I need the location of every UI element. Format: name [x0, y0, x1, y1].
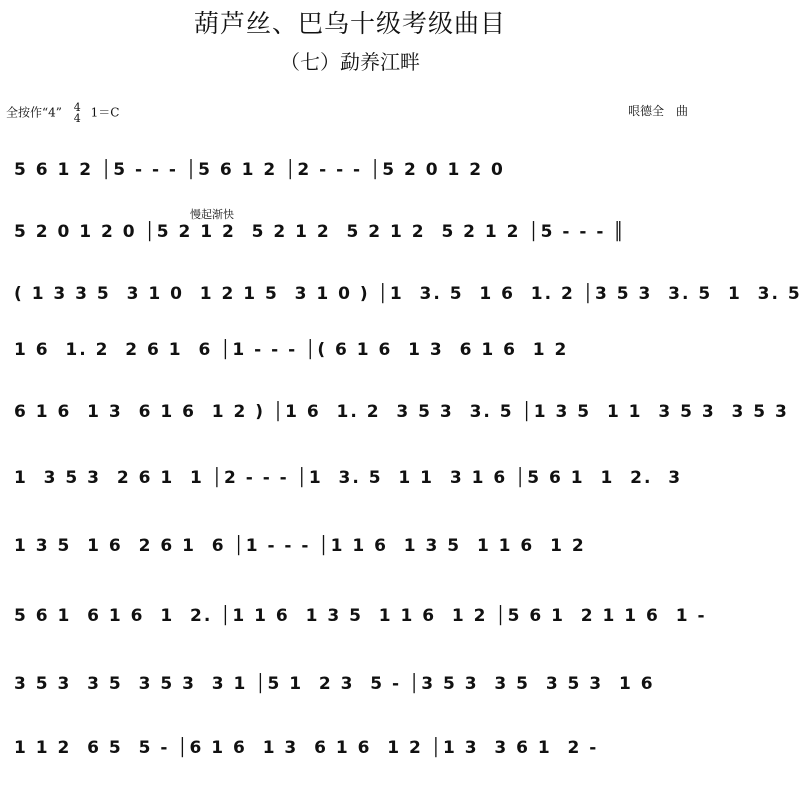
notation-line: 5 6 1 2 │5 - - - │5 6 1 2 │2 - - - │5 2 0 1 2 0: [14, 160, 505, 180]
key-signature: 1＝C: [90, 105, 120, 120]
tempo-annotation: 慢起渐快: [190, 208, 234, 221]
notation-line: 5 2 0 1 2 0 │5 2 1 2 5 2 1 2 5 2 1 2 5 2 1 2 │5 - - - ║: [14, 222, 626, 242]
fingering-note: 全按作“4”: [6, 105, 62, 120]
staff-line-3: [0, 274, 802, 334]
staff-line-1: [0, 150, 700, 210]
performance-info: [6, 102, 119, 124]
notation-line: 6 1 6 1 3 6 1 6 1 2 ) │1 6 1. 2 3 5 3 3. 5 │1 3 5 1 1 3 5 3 3 5 3: [14, 402, 789, 422]
time-signature: [74, 102, 81, 124]
time-numerator: 4: [73, 101, 81, 114]
notation-line: 3 5 3 3 5 3 5 3 3 1 │5 1 2 3 5 - │3 5 3 3 5 3 5 3 1 6: [14, 674, 655, 694]
staff-line-2: [0, 208, 700, 272]
staff-line-8: [0, 596, 707, 656]
notation-line: 1 3 5 1 6 2 6 1 6 │1 - - - │1 1 6 1 3 5 1 1 6 1 2: [14, 536, 586, 556]
notation-line: 1 1 2 6 5 5 - │6 1 6 1 3 6 1 6 1 2 │1 3 3 6 1 2 -: [14, 738, 599, 758]
staff-line-6: [0, 458, 700, 518]
staff-line-10: [0, 728, 700, 788]
notation-line: ( 1 3 3 5 3 1 0 1 2 1 5 3 1 0 ) │1 3. 5 1 6 1. 2 │3 5 3 3. 5 1 3. 5: [14, 284, 802, 304]
notation-line: 5 6 1 6 1 6 1 2. │1 1 6 1 3 5 1 1 6 1 2 │5 6 1 2 1 1 6 1 -: [14, 606, 707, 626]
composer-credit: 哏德全 曲: [627, 104, 688, 118]
page-title: 葫芦丝、巴乌十级考级曲目: [193, 9, 506, 38]
staff-line-7: [0, 526, 700, 586]
notation-line: 1 6 1. 2 2 6 1 6 │1 - - - │( 6 1 6 1 3 6 1 6 1 2: [14, 340, 569, 360]
staff-line-4: [0, 330, 700, 390]
staff-line-5: [0, 392, 789, 452]
time-denominator: 4: [73, 112, 81, 125]
staff-line-9: [0, 664, 700, 724]
piece-title: （七）勐养江畔: [280, 50, 420, 74]
notation-line: 1 3 5 3 2 6 1 1 │2 - - - │1 3. 5 1 1 3 1 6 │5 6 1 1 2. 3: [14, 468, 683, 488]
